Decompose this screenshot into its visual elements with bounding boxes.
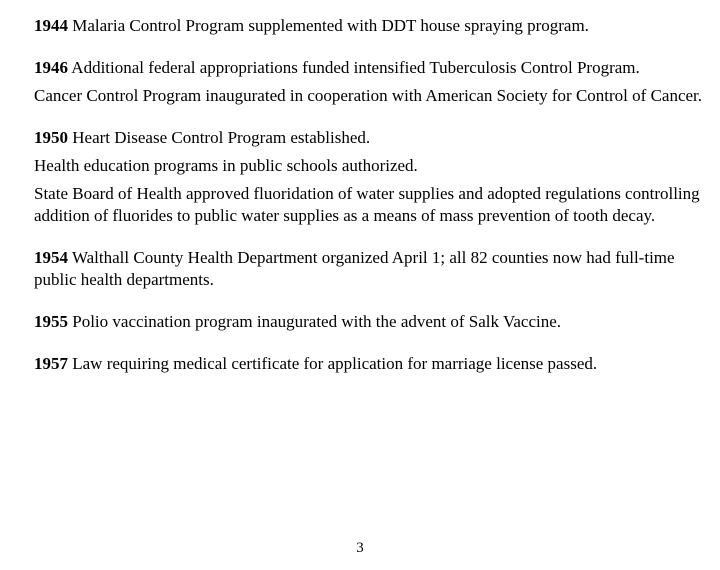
entry-year: 1944 xyxy=(34,16,68,35)
entry-text: Additional federal appropriations funded intensified Tuberculosis Control Program. xyxy=(68,58,640,77)
document-body xyxy=(34,15,714,375)
entry-text: Malaria Control Program supplemented with DDT house spraying program. xyxy=(68,16,589,35)
entry-year: 1955 xyxy=(34,312,68,331)
timeline-entry-1950 xyxy=(34,127,714,149)
entry-year: 1954 xyxy=(34,248,68,267)
timeline-entry-1946-cancer xyxy=(34,85,714,107)
entry-text: Heart Disease Control Program established. xyxy=(68,128,371,147)
entry-year: 1957 xyxy=(34,354,68,373)
entry-text: State Board of Health approved fluoridation of water supplies and adopted regulations controlling addition of fluorides to public water supplies as a means of mass prevention of tooth decay. xyxy=(34,184,700,225)
entry-text: Walthall County Health Department organized April 1; all 82 counties now had full-time public health departments. xyxy=(34,248,675,289)
timeline-entry-1944 xyxy=(34,15,714,37)
timeline-entry-1957 xyxy=(34,353,714,375)
timeline-entry-1950-health-education xyxy=(34,155,714,177)
timeline-entry-1955 xyxy=(34,311,714,333)
timeline-entry-1950-fluoridation xyxy=(34,183,714,227)
entry-year: 1950 xyxy=(34,128,68,147)
entry-year: 1946 xyxy=(34,58,68,77)
entry-text: Polio vaccination program inaugurated with the advent of Salk Vaccine. xyxy=(68,312,562,331)
entry-text: Health education programs in public schools authorized. xyxy=(34,156,418,175)
timeline-entry-1954 xyxy=(34,247,714,291)
timeline-entry-1946 xyxy=(34,57,714,79)
entry-text: Law requiring medical certificate for application for marriage license passed. xyxy=(68,354,598,373)
entry-text: Cancer Control Program inaugurated in cooperation with American Society for Control of Cancer. xyxy=(34,86,703,105)
page-number: 3 xyxy=(356,540,364,556)
